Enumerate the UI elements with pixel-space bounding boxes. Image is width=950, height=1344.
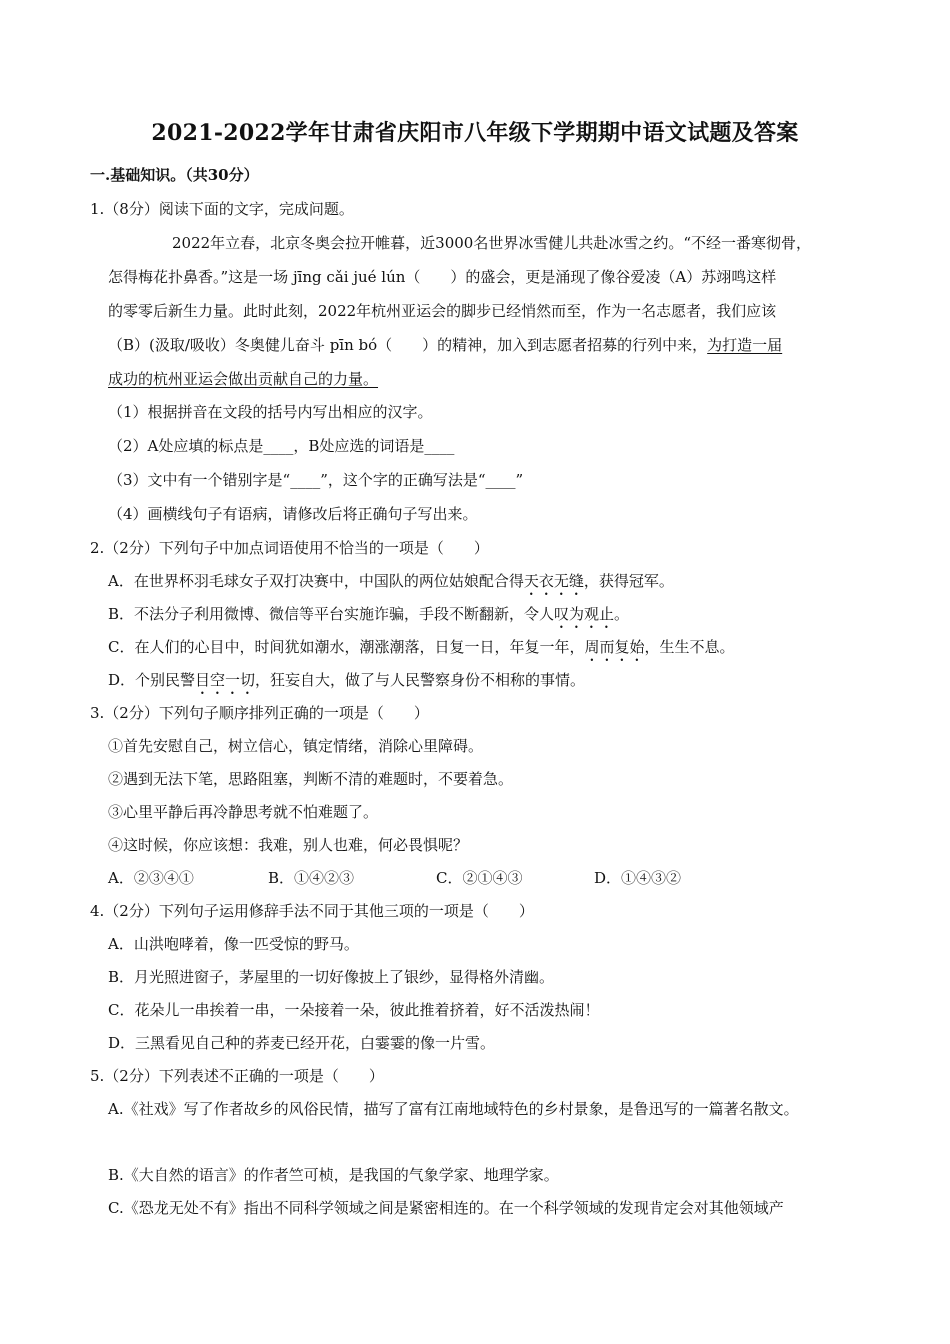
option-a: A．山洪咆哮着，像一匹受惊的野马。 (108, 935, 359, 953)
dotted-word: 目空一切 (195, 671, 256, 689)
option-text: D．个别民警 (108, 671, 196, 689)
option-text: B．不法分子利用微博、微信等平台实施诈骗，手段不断翻新，令人 (108, 605, 555, 623)
option-a (108, 570, 674, 599)
passage-line: 的零零后新生力量。此时此刻，2022年杭州亚运会的脚步已经悄然而至，作为一名志愿者，我们应该 (108, 302, 777, 320)
option-d: D．三黑看见自己种的荞麦已经开花，白霎霎的像一片雪。 (108, 1034, 496, 1052)
passage-text: （B）(汲取/吸收）冬奥健儿奋斗 pīn bó（ ）的精神，加入到志愿者招募的行列中来， (108, 336, 708, 354)
option-text: ，生生不息。 (644, 638, 735, 656)
sentence-item: ②遇到无法下笔，思路阻塞，判断不清的难题时，不要着急。 (108, 770, 514, 788)
underlined-sentence: 成功的杭州亚运会做出贡献自己的力量。 (108, 370, 379, 388)
question-5-stem: 5.（2分）下列表述不正确的一项是（ ） (90, 1067, 384, 1085)
options-row (108, 867, 681, 889)
sentence-item: ④这时候，你应该想：我难，别人也难，何必畏惧呢？ (108, 836, 469, 854)
dotted-word: 叹为观止 (554, 605, 615, 623)
section-heading: 一.基础知识。（共30分） (90, 166, 259, 184)
question-4-stem: 4.（2分）下列句子运用修辞手法不同于其他三项的一项是（ ） (90, 902, 534, 920)
sub-question: （4）画横线句子有语病，请修改后将正确句子写出来。 (108, 505, 478, 523)
option-a: A．②③④① (108, 869, 194, 887)
sub-question: （1）根据拼音在文段的括号内写出相应的汉字。 (108, 403, 433, 421)
sentence-item: ③心里平静后再冷静思考就不怕难题了。 (108, 803, 379, 821)
option-b: B．月光照进窗子，茅屋里的一切好像披上了银纱，显得格外清幽。 (108, 968, 555, 986)
question-3-stem: 3.（2分）下列句子顺序排列正确的一项是（ ） (90, 704, 429, 722)
option-text: 。 (614, 605, 630, 623)
option-c: C.《恐龙无处不有》指出不同科学领域之间是紧密相连的。在一个科学领域的发现肯定会对其他领域产 (108, 1199, 784, 1217)
option-b (108, 603, 629, 632)
passage-line (108, 368, 378, 390)
option-c: C．花朵儿一串挨着一串，一朵接着一朵，彼此推着挤着，好不活泼热闹！ (108, 1001, 600, 1019)
question-2-stem: 2.（2分）下列句子中加点词语使用不恰当的一项是（ ） (90, 539, 489, 557)
passage-line: 怎得梅花扑鼻香。”这是一场 jīng cǎi jué lún（ ）的盛会，更是涌现了像谷爱凌（A）苏翊鸣这样 (108, 268, 777, 286)
sub-question: （2）A处应填的标点是____，B处应选的词语是____ (108, 437, 455, 455)
option-text: A．在世界杯羽毛球女子双打决赛中，中国队的两位姑娘配合得 (108, 572, 524, 590)
option-d (108, 669, 585, 698)
passage-line (108, 334, 782, 356)
option-text: ，获得冠军。 (583, 572, 674, 590)
passage-line: 2022年立春，北京冬奥会拉开帷暮，近3000名世界冰雪健儿共赴冰雪之约。“不经一番寒彻骨， (172, 234, 812, 252)
option-text: C．在人们的心目中，时间犹如潮水，潮涨潮落，日复一日，年复一年， (108, 638, 585, 656)
option-b: B.《大自然的语言》的作者竺可桢，是我国的气象学家、地理学家。 (108, 1166, 559, 1184)
option-d: D．①④③② (594, 869, 682, 887)
option-text: ，狂妄自大，做了与人民警察身份不相称的事情。 (255, 671, 586, 689)
option-a: A.《社戏》写了作者故乡的风俗民情，描写了富有江南地域特色的乡村景象，是鲁迅写的一篇著名散文。 (108, 1100, 799, 1118)
page-title: 2021-2022学年甘肃省庆阳市八年级下学期期中语文试题及答案 (151, 120, 799, 146)
dotted-word: 天衣无缝 (523, 572, 584, 590)
sentence-item: ①首先安慰自己，树立信心，镇定情绪，消除心里障碍。 (108, 737, 484, 755)
question-1-stem: 1.（8分）阅读下面的文字，完成问题。 (90, 200, 354, 218)
option-c: C．②①④③ (436, 869, 523, 887)
option-b: B．①④②③ (268, 869, 355, 887)
dotted-word: 周而复始 (584, 638, 645, 656)
underlined-sentence: 为打造一届 (707, 336, 783, 354)
option-c (108, 636, 735, 665)
sub-question: （3）文中有一个错别字是“____”，这个字的正确写法是“____” (108, 471, 524, 489)
